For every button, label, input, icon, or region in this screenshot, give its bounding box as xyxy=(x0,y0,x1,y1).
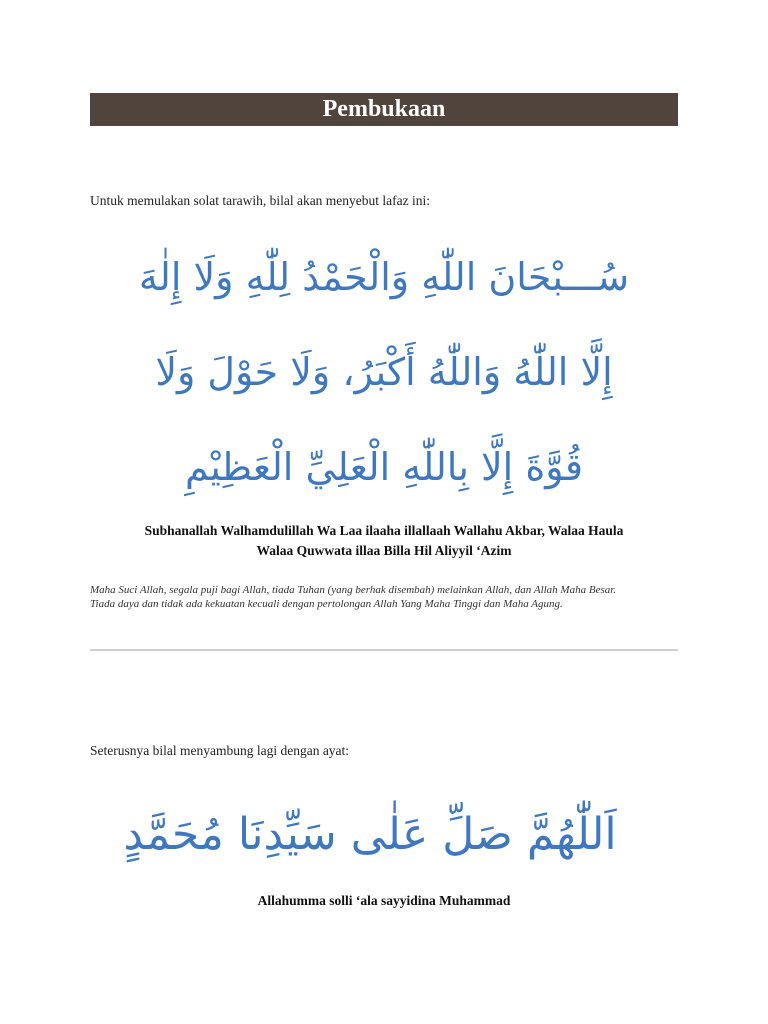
intro-text-1: Untuk memulakan solat tarawih, bilal akan menyebut lafaz ini: xyxy=(90,193,431,208)
translation-1 xyxy=(90,583,678,611)
transliteration-2: Allahumma solli ‘ala sayyidina Muhammad xyxy=(257,893,511,908)
section-title-banner xyxy=(90,93,678,126)
arabic-line-3: قُوَّةَ إِلَّا بِاللّٰهِ الْعَلِيِّ الْعَظِيْمِ xyxy=(184,445,584,489)
arabic-line-2: إِلَّا اللّٰهُ وَاللّٰهُ أَكْبَرُ، وَلَا حَوْلَ وَلَا xyxy=(155,350,613,394)
translation-1-line-2: Tiada daya dan tidak ada kekuatan kecuali dengan pertolongan Allah Yang Maha Tinggi dan Maha Agung. xyxy=(90,598,563,610)
transliteration-1-line-2: Walaa Quwwata illaa Billa Hil Aliyyil ‘Azim xyxy=(256,543,512,558)
intro-text-2: Seterusnya bilal menyambung lagi dengan ayat: xyxy=(90,743,350,758)
section-title: Pembukaan xyxy=(322,96,446,122)
arabic-salawat: اَللّٰهُمَّ صَلِّ عَلٰى سَيِّدِنَا مُحَمَّدٍ xyxy=(123,809,617,860)
transliteration-1 xyxy=(90,521,678,561)
section-divider xyxy=(90,649,678,651)
arabic-line-1: سُـــبْحَانَ اللّٰهِ وَالْحَمْدُ لِلّٰهِ وَلَا إِلٰهَ xyxy=(138,255,630,299)
transliteration-1-line-1: Subhanallah Walhamdulillah Wa Laa ilaaha illallaah Wallahu Akbar, Walaa Haula xyxy=(144,523,624,538)
translation-1-line-1: Maha Suci Allah, segala puji bagi Allah, tiada Tuhan (yang berhak disembah) melainkan Allah, dan Allah Maha Besar. xyxy=(90,584,617,596)
